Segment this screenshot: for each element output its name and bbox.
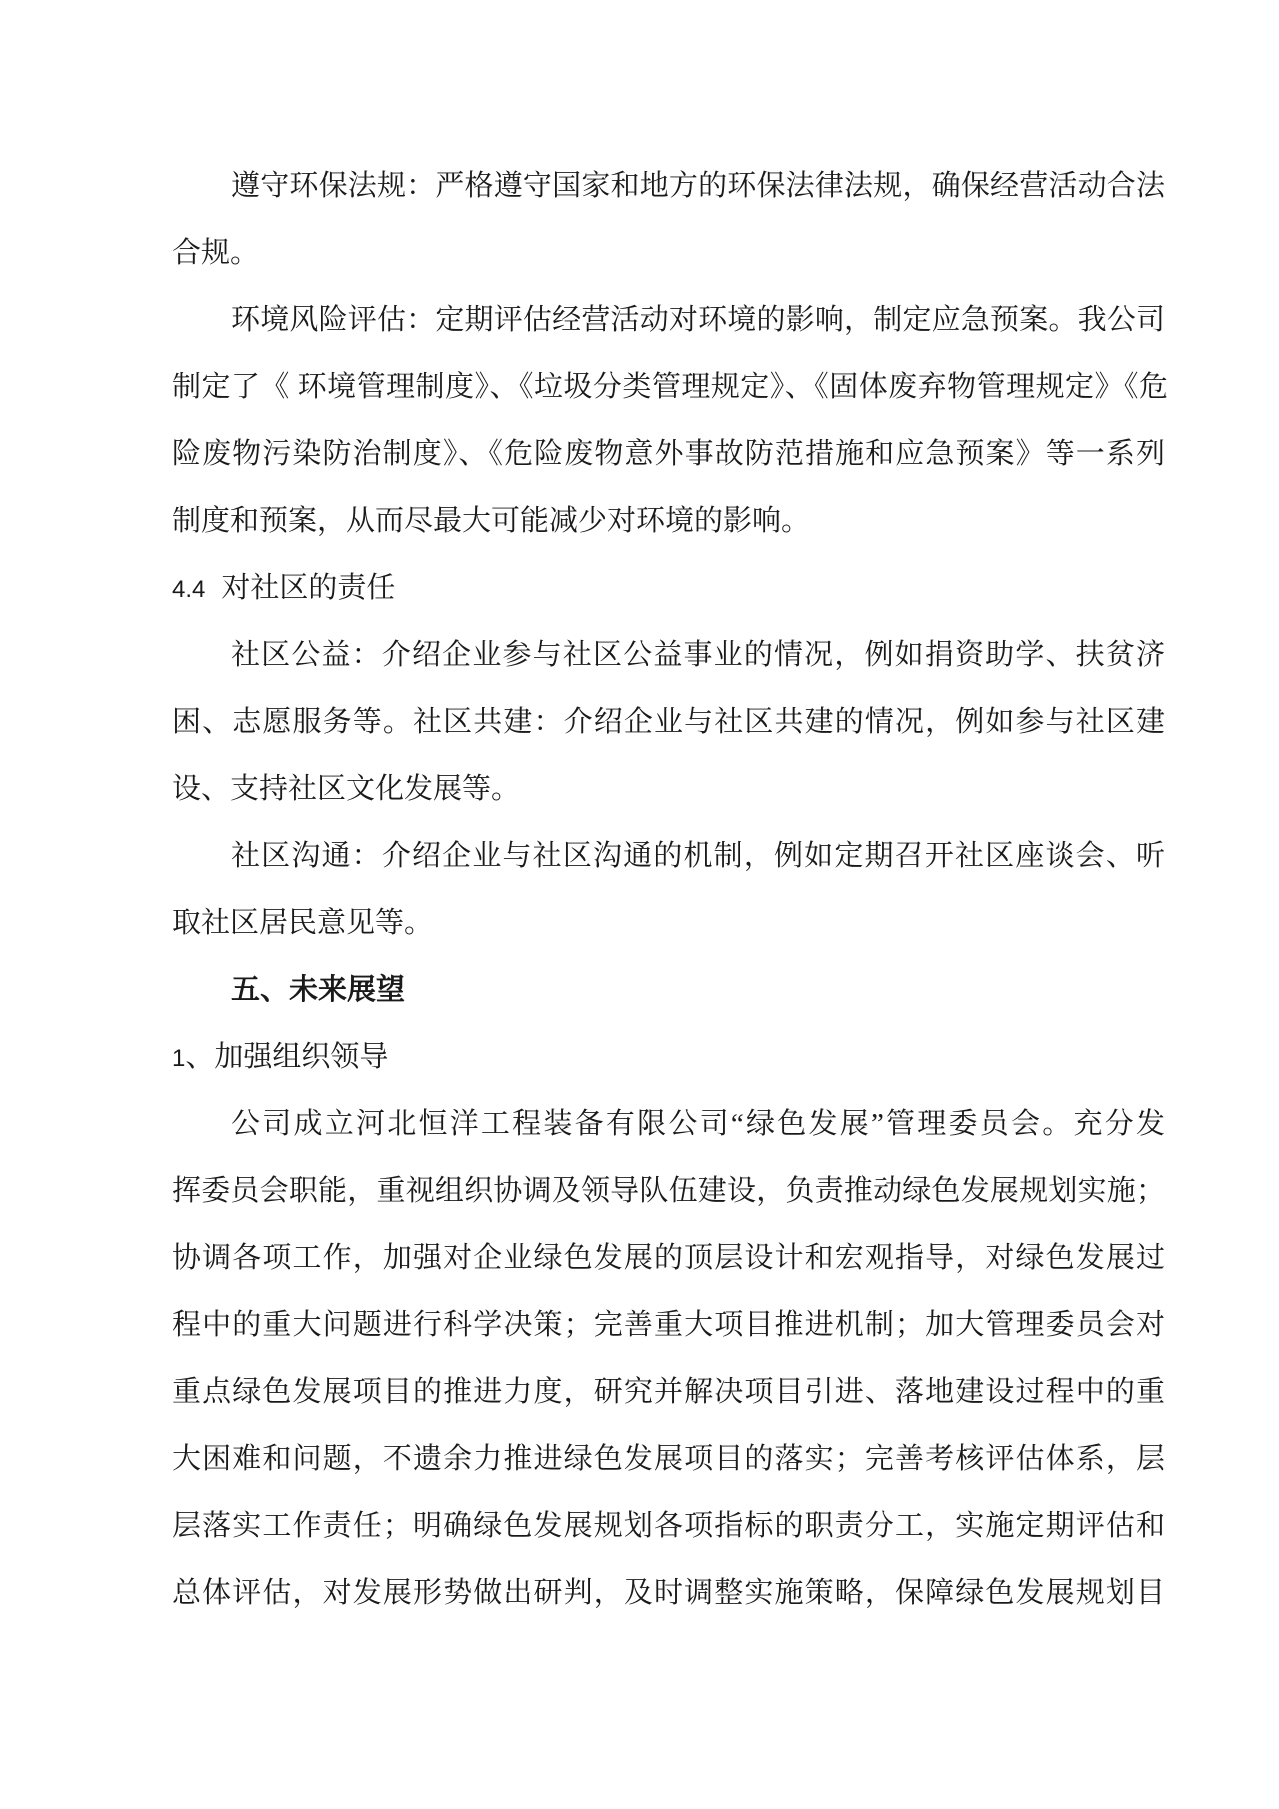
heading-number: 4.4 <box>172 576 206 603</box>
text-line: 五、未来展望 <box>231 974 406 1006</box>
heading-number: 1 <box>172 1045 186 1072</box>
text-line: 遵守环保法规：严格遵守国家和地方的环保法律法规，确保经营活动合法 <box>231 170 1165 202</box>
text-line: 大困难和问题，不遗余力推进绿色发展项目的落实；完善考核评估体系，层 <box>172 1443 1165 1475</box>
text-line: 困、志愿服务等。社区共建：介绍企业与社区共建的情况，例如参与社区建 <box>172 706 1165 738</box>
text-line: 程中的重大问题进行科学决策；完善重大项目推进机制；加大管理委员会对 <box>172 1309 1165 1341</box>
heading-text: 对社区的责任 <box>221 572 396 604</box>
text-line: 险废物污染防治制度》、《危险废物意外事故防范措施和应急预案》等一系列 <box>172 438 1165 470</box>
text-line: 环境风险评估：定期评估经营活动对环境的影响，制定应急预案。我公司 <box>231 304 1165 336</box>
text-line: 社区沟通：介绍企业与社区沟通的机制，例如定期召开社区座谈会、听 <box>231 840 1165 872</box>
text-line: 制度和预案，从而尽最大可能减少对环境的影响。 <box>172 505 811 537</box>
text-line: 协调各项工作，加强对企业绿色发展的顶层设计和宏观指导，对绿色发展过 <box>172 1242 1165 1274</box>
text-line: 设、支持社区文化发展等。 <box>172 773 521 805</box>
text-line: 挥委员会职能，重视组织协调及领导队伍建设，负责推动绿色发展规划实施； <box>172 1175 1165 1207</box>
text-line: 社区公益：介绍企业参与社区公益事业的情况，例如捐资助学、扶贫济 <box>231 639 1165 671</box>
text-line: 总体评估，对发展形势做出研判，及时调整实施策略，保障绿色发展规划目 <box>172 1577 1165 1609</box>
text-line: 重点绿色发展项目的推进力度，研究并解决项目引进、落地建设过程中的重 <box>172 1376 1165 1408</box>
heading-line <box>172 555 1165 622</box>
text-line: 层落实工作责任；明确绿色发展规划各项指标的职责分工，实施定期评估和 <box>172 1510 1165 1542</box>
text-line: 公司成立河北恒洋工程装备有限公司“绿色发展”管理委员会。充分发 <box>231 1108 1165 1140</box>
document-text-block <box>172 153 1165 1627</box>
heading-text: 、加强组织领导 <box>185 1041 389 1073</box>
text-line: 制定了《 环境管理制度》、《垃圾分类管理规定》、《固体废弃物管理规定》《危 <box>172 371 1165 403</box>
text-line: 取社区居民意见等。 <box>172 907 434 939</box>
heading-line <box>172 1024 1165 1091</box>
text-line: 合规。 <box>172 237 260 269</box>
